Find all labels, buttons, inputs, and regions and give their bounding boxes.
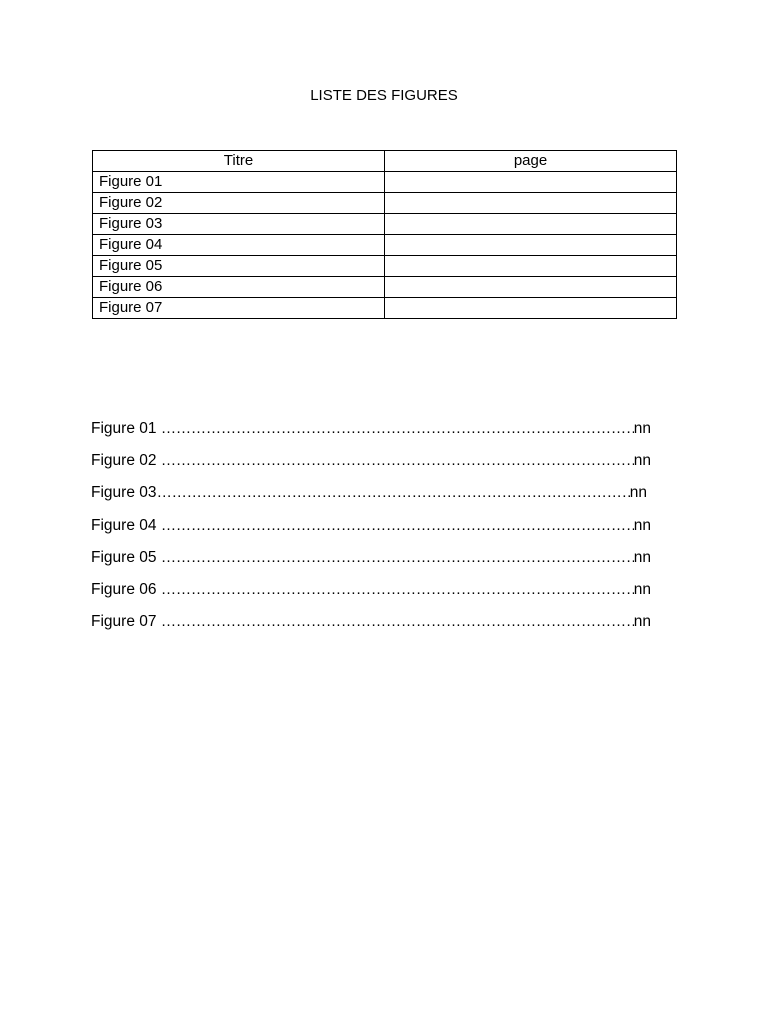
table-cell-page: [385, 256, 677, 277]
toc-entry-page: nn: [633, 452, 651, 470]
toc-entry-page: nn: [629, 484, 647, 502]
toc-entry-page: nn: [633, 516, 651, 534]
table-row: [93, 277, 677, 298]
toc-entry-page: nn: [633, 580, 651, 598]
toc-entry-label: Figure 05: [91, 548, 157, 566]
toc-entry-page: nn: [633, 613, 651, 631]
table-cell-title: Figure 03: [93, 214, 385, 235]
toc-entry: [91, 547, 651, 579]
table-row: [93, 256, 677, 277]
figures-table: [92, 150, 677, 319]
toc-entry-page: nn: [633, 420, 651, 437]
table-row: [93, 193, 677, 214]
table-cell-title: Figure 07: [93, 298, 385, 319]
table-cell-title: Figure 05: [93, 256, 385, 277]
toc-entry: [91, 482, 651, 514]
table-header-row: [93, 151, 677, 172]
toc-entry-label: Figure 02: [91, 452, 157, 470]
table-cell-page: [385, 298, 677, 319]
dot-leader: [161, 418, 634, 440]
table-cell-title: Figure 02: [93, 193, 385, 214]
column-header-page: page: [385, 151, 677, 172]
table-cell-page: [385, 277, 677, 298]
toc-entry-label: Figure 01: [91, 420, 157, 437]
dot-leader: [156, 482, 629, 504]
table-cell-title: Figure 06: [93, 277, 385, 298]
table-cell-page: [385, 172, 677, 193]
dot-leader: [161, 450, 634, 472]
table-cell-page: [385, 193, 677, 214]
table-cell-title: Figure 01: [93, 172, 385, 193]
toc-entry-page: nn: [633, 548, 651, 566]
toc-entry-label: Figure 07: [91, 613, 157, 631]
toc-entry: [91, 611, 651, 643]
dot-leader: [161, 579, 634, 601]
table-row: [93, 214, 677, 235]
dot-leader: [161, 515, 634, 537]
dot-leader: [161, 611, 634, 633]
table-cell-page: [385, 235, 677, 256]
toc-entry: [91, 418, 651, 450]
column-header-titre: Titre: [93, 151, 385, 172]
toc-entry-label: Figure 06: [91, 580, 157, 598]
table-cell-title: Figure 04: [93, 235, 385, 256]
table-of-figures: [91, 418, 651, 643]
table-row: [93, 172, 677, 193]
table-row: [93, 298, 677, 319]
toc-entry: [91, 450, 651, 482]
toc-entry: [91, 515, 651, 547]
toc-entry-label: Figure 04: [91, 516, 157, 534]
table-row: [93, 235, 677, 256]
page-title: LISTE DES FIGURES: [310, 87, 458, 104]
table-cell-page: [385, 214, 677, 235]
toc-entry: [91, 579, 651, 611]
dot-leader: [161, 547, 634, 569]
toc-entry-label: Figure 03: [91, 484, 157, 502]
